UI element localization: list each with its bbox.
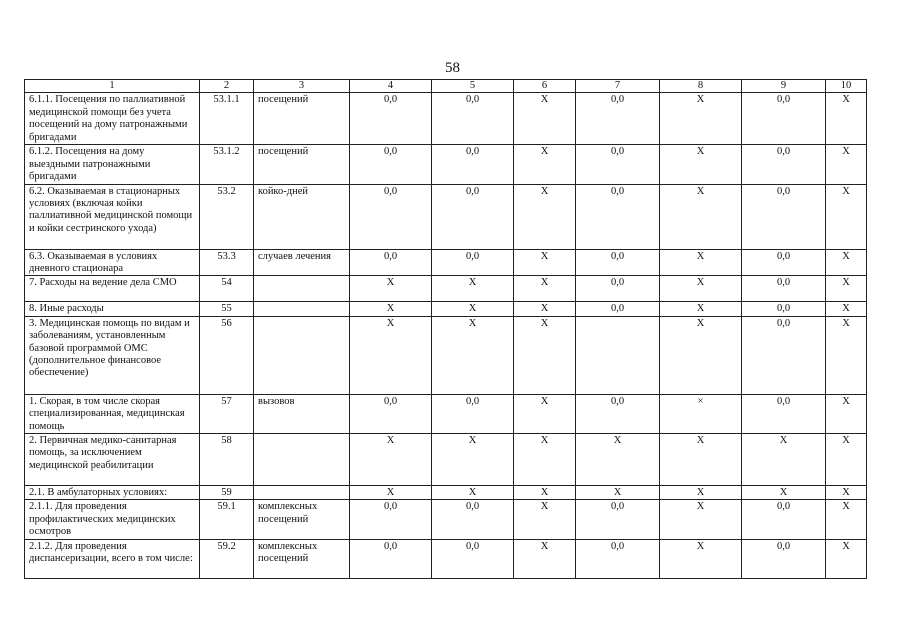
value-cell: X bbox=[350, 316, 432, 394]
value-cell: X bbox=[514, 394, 576, 433]
row-code-cell: 53.1.2 bbox=[200, 145, 254, 184]
value-cell: X bbox=[660, 486, 742, 500]
table-row bbox=[25, 394, 867, 433]
table-row bbox=[25, 184, 867, 249]
row-unit-cell: комплексных посещений bbox=[254, 539, 350, 578]
table-row bbox=[25, 145, 867, 184]
value-cell: 0,0 bbox=[350, 184, 432, 249]
value-cell: 0,0 bbox=[742, 145, 826, 184]
value-cell: X bbox=[514, 184, 576, 249]
value-cell: X bbox=[514, 434, 576, 486]
value-cell: X bbox=[826, 184, 867, 249]
value-cell: 0,0 bbox=[432, 93, 514, 145]
value-cell: 0,0 bbox=[742, 93, 826, 145]
page-number: 58 bbox=[445, 60, 460, 76]
value-cell: X bbox=[660, 302, 742, 316]
value-cell: X bbox=[660, 316, 742, 394]
value-cell: X bbox=[660, 184, 742, 249]
table-row bbox=[25, 500, 867, 539]
row-name-cell: 2.1. В амбулаторных условиях: bbox=[25, 486, 200, 500]
row-code-cell: 57 bbox=[200, 394, 254, 433]
table-row bbox=[25, 316, 867, 394]
table-row bbox=[25, 302, 867, 316]
value-cell: X bbox=[514, 500, 576, 539]
value-cell: X bbox=[742, 486, 826, 500]
value-cell: X bbox=[826, 394, 867, 433]
value-cell: 0,0 bbox=[742, 276, 826, 302]
value-cell: 0,0 bbox=[576, 145, 660, 184]
row-name-cell: 6.2. Оказываемая в стационарных условиях (включая койки паллиативной медицинской помощи и койки сестринского ухода) bbox=[25, 184, 200, 249]
value-cell: 0,0 bbox=[576, 302, 660, 316]
value-cell: X bbox=[350, 276, 432, 302]
row-unit-cell: койко-дней bbox=[254, 184, 350, 249]
value-cell: 0,0 bbox=[742, 394, 826, 433]
data-table bbox=[24, 79, 867, 579]
value-cell: X bbox=[826, 93, 867, 145]
row-unit-cell bbox=[254, 486, 350, 500]
value-cell: 0,0 bbox=[742, 316, 826, 394]
row-code-cell: 53.1.1 bbox=[200, 93, 254, 145]
value-cell: X bbox=[514, 276, 576, 302]
value-cell: X bbox=[514, 316, 576, 394]
column-header: 4 bbox=[350, 80, 432, 93]
table-row bbox=[25, 486, 867, 500]
table-row bbox=[25, 434, 867, 486]
row-name-cell: 1. Скорая, в том числе скорая специализированная, медицинская помощь bbox=[25, 394, 200, 433]
row-name-cell: 6.1.1. Посещения по паллиативной медицинской помощи без учета посещений на дому патронажными бригадами bbox=[25, 93, 200, 145]
value-cell: × bbox=[660, 394, 742, 433]
value-cell: 0,0 bbox=[742, 184, 826, 249]
row-unit-cell: вызовов bbox=[254, 394, 350, 433]
value-cell: X bbox=[432, 276, 514, 302]
value-cell: X bbox=[514, 539, 576, 578]
value-cell: 0,0 bbox=[576, 93, 660, 145]
value-cell: 0,0 bbox=[432, 394, 514, 433]
value-cell: 0,0 bbox=[432, 539, 514, 578]
row-unit-cell bbox=[254, 316, 350, 394]
value-cell: X bbox=[826, 276, 867, 302]
row-name-cell: 2.1.2. Для проведения диспансеризации, всего в том числе: bbox=[25, 539, 200, 578]
value-cell: X bbox=[432, 486, 514, 500]
column-header: 5 bbox=[432, 80, 514, 93]
value-cell: X bbox=[350, 434, 432, 486]
value-cell: X bbox=[660, 500, 742, 539]
value-cell: X bbox=[742, 434, 826, 486]
column-header: 3 bbox=[254, 80, 350, 93]
value-cell: 0,0 bbox=[432, 500, 514, 539]
value-cell: 0,0 bbox=[742, 500, 826, 539]
value-cell: 0,0 bbox=[742, 249, 826, 276]
value-cell: X bbox=[432, 316, 514, 394]
value-cell: X bbox=[660, 145, 742, 184]
row-unit-cell bbox=[254, 302, 350, 316]
value-cell: 0,0 bbox=[350, 249, 432, 276]
column-header: 10 bbox=[826, 80, 867, 93]
value-cell: X bbox=[576, 486, 660, 500]
row-name-cell: 3. Медицинская помощь по видам и заболеваниям, установленным базовой программой ОМС (дополнительное финансовое обеспечение) bbox=[25, 316, 200, 394]
row-code-cell: 59.2 bbox=[200, 539, 254, 578]
row-name-cell: 2.1.1. Для проведения профилактических медицинских осмотров bbox=[25, 500, 200, 539]
row-name-cell: 7. Расходы на ведение дела СМО bbox=[25, 276, 200, 302]
column-header: 2 bbox=[200, 80, 254, 93]
column-header: 9 bbox=[742, 80, 826, 93]
row-unit-cell: случаев лечения bbox=[254, 249, 350, 276]
value-cell: X bbox=[514, 302, 576, 316]
table-row bbox=[25, 249, 867, 276]
value-cell: X bbox=[826, 434, 867, 486]
value-cell: X bbox=[826, 539, 867, 578]
value-cell: X bbox=[826, 316, 867, 394]
value-cell: X bbox=[660, 539, 742, 578]
value-cell: X bbox=[660, 93, 742, 145]
value-cell: 0,0 bbox=[576, 539, 660, 578]
table-body bbox=[25, 93, 867, 578]
table-row bbox=[25, 539, 867, 578]
row-name-cell: 2. Первичная медико-санитарная помощь, за исключением медицинской реабилитации bbox=[25, 434, 200, 486]
value-cell: 0,0 bbox=[350, 394, 432, 433]
value-cell: 0,0 bbox=[350, 93, 432, 145]
column-header: 1 bbox=[25, 80, 200, 93]
value-cell: X bbox=[826, 145, 867, 184]
value-cell: X bbox=[514, 249, 576, 276]
row-name-cell: 6.1.2. Посещения на дому выездными патронажными бригадами bbox=[25, 145, 200, 184]
value-cell: X bbox=[826, 302, 867, 316]
table-row bbox=[25, 93, 867, 145]
value-cell: 0,0 bbox=[742, 539, 826, 578]
row-name-cell: 8. Иные расходы bbox=[25, 302, 200, 316]
value-cell: X bbox=[826, 486, 867, 500]
row-code-cell: 56 bbox=[200, 316, 254, 394]
row-code-cell: 53.2 bbox=[200, 184, 254, 249]
value-cell: 0,0 bbox=[576, 394, 660, 433]
value-cell: 0,0 bbox=[432, 249, 514, 276]
value-cell: X bbox=[432, 302, 514, 316]
value-cell: X bbox=[350, 486, 432, 500]
value-cell: X bbox=[350, 302, 432, 316]
value-cell: X bbox=[660, 249, 742, 276]
value-cell: 0,0 bbox=[576, 276, 660, 302]
value-cell: 0,0 bbox=[576, 500, 660, 539]
row-unit-cell bbox=[254, 276, 350, 302]
value-cell: X bbox=[514, 486, 576, 500]
column-header: 6 bbox=[514, 80, 576, 93]
value-cell bbox=[576, 316, 660, 394]
value-cell: X bbox=[432, 434, 514, 486]
value-cell: 0,0 bbox=[576, 184, 660, 249]
row-unit-cell bbox=[254, 434, 350, 486]
row-unit-cell: посещений bbox=[254, 93, 350, 145]
value-cell: 0,0 bbox=[350, 145, 432, 184]
value-cell: X bbox=[660, 434, 742, 486]
row-code-cell: 59 bbox=[200, 486, 254, 500]
column-header: 8 bbox=[660, 80, 742, 93]
row-unit-cell: посещений bbox=[254, 145, 350, 184]
table-row bbox=[25, 276, 867, 302]
value-cell: X bbox=[826, 249, 867, 276]
header-row bbox=[25, 80, 867, 93]
value-cell: 0,0 bbox=[742, 302, 826, 316]
row-code-cell: 53.3 bbox=[200, 249, 254, 276]
row-code-cell: 58 bbox=[200, 434, 254, 486]
value-cell: X bbox=[576, 434, 660, 486]
value-cell: X bbox=[826, 500, 867, 539]
value-cell: 0,0 bbox=[576, 249, 660, 276]
value-cell: X bbox=[660, 276, 742, 302]
row-code-cell: 54 bbox=[200, 276, 254, 302]
value-cell: X bbox=[514, 145, 576, 184]
row-code-cell: 55 bbox=[200, 302, 254, 316]
value-cell: 0,0 bbox=[432, 145, 514, 184]
row-code-cell: 59.1 bbox=[200, 500, 254, 539]
value-cell: 0,0 bbox=[350, 539, 432, 578]
row-unit-cell: комплексных посещений bbox=[254, 500, 350, 539]
row-name-cell: 6.3. Оказываемая в условиях дневного стационара bbox=[25, 249, 200, 276]
value-cell: X bbox=[514, 93, 576, 145]
value-cell: 0,0 bbox=[350, 500, 432, 539]
column-header: 7 bbox=[576, 80, 660, 93]
value-cell: 0,0 bbox=[432, 184, 514, 249]
